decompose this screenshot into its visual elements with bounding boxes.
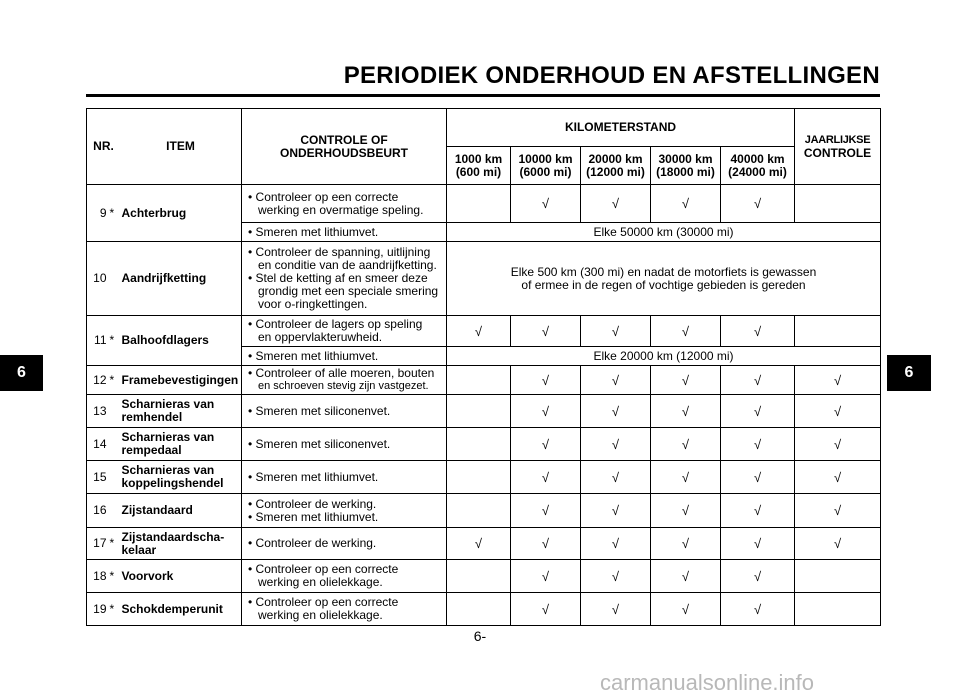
table-row [87, 560, 881, 593]
header-km-col [721, 147, 795, 185]
header-km-col [651, 147, 721, 185]
table-row [87, 366, 881, 395]
table-cell: * [109, 593, 120, 626]
cell-text: kelaar [121, 542, 157, 557]
check-mark: √ [721, 316, 795, 347]
table-cell [795, 593, 881, 626]
page-number: 6- [473, 628, 487, 644]
check-mark: √ [511, 316, 581, 347]
check-mark: √ [651, 428, 721, 461]
table-row [87, 428, 881, 461]
table-cell: * [109, 185, 120, 242]
table-cell [447, 366, 511, 395]
table-cell: 17 [87, 528, 109, 560]
cell-text: Elke 500 km (300 mi) en nadat de motorfiets is gewassen [510, 264, 817, 279]
table-cell [447, 494, 511, 528]
cell-text: • Controleer de spanning, uitlijning [248, 245, 431, 259]
table-cell: Aandrijfketting [120, 242, 242, 316]
header-item: ITEM [166, 139, 195, 153]
cell-text: 1000 km [454, 151, 503, 166]
table-cell [109, 428, 120, 461]
table-cell [242, 242, 447, 316]
table-cell [795, 560, 881, 593]
cell-text: 40000 km [730, 151, 785, 166]
check-mark: √ [581, 528, 651, 560]
title-rule [86, 94, 880, 97]
header-control [242, 109, 447, 185]
table-row [87, 395, 881, 428]
header-km-col [511, 147, 581, 185]
cell-text: Scharnieras van [121, 397, 215, 411]
cell-text: (24000 mi) [728, 164, 787, 179]
check-mark: √ [511, 494, 581, 528]
cell-text: werking en overmatige speling. [258, 202, 424, 217]
table-cell [447, 461, 511, 494]
table-cell: • Controleer de werking. [242, 528, 447, 560]
check-mark: √ [511, 366, 581, 395]
check-mark: √ [511, 560, 581, 593]
table-cell [795, 185, 881, 223]
cell-text: en conditie van de aandrijfketting. [258, 258, 437, 272]
cell-text: • Controleer op een correcte [248, 562, 399, 576]
check-mark: √ [651, 366, 721, 395]
table-cell: Elke 20000 km (12000 mi) [447, 347, 881, 366]
table-cell: 18 [87, 560, 109, 593]
header-km: KILOMETERSTAND [447, 109, 795, 147]
table-cell [109, 395, 120, 428]
header-annual-line1: JAARLIJKSE [804, 133, 871, 146]
table-cell [447, 428, 511, 461]
table-cell: 15 [87, 461, 109, 494]
chapter-tab-left: 6 [0, 355, 43, 391]
cell-text: • Smeren met lithiumvet. [248, 509, 379, 524]
table-cell [447, 560, 511, 593]
check-mark: √ [721, 428, 795, 461]
header-control-line2: ONDERHOUDSBEURT [279, 145, 408, 160]
table-cell [120, 461, 242, 494]
table-cell: * [109, 528, 120, 560]
header-control-line1: CONTROLE OF [300, 132, 388, 147]
table-cell [242, 316, 447, 347]
check-mark: √ [651, 316, 721, 347]
cell-text: • Controleer of alle moeren, bouten [248, 366, 435, 380]
check-mark: √ [511, 428, 581, 461]
cell-text: • Controleer op een correcte [248, 595, 399, 609]
table-cell: 10 [87, 242, 109, 316]
table-cell [447, 593, 511, 626]
check-mark: √ [581, 461, 651, 494]
check-mark: √ [721, 366, 795, 395]
check-mark: √ [721, 185, 795, 223]
check-mark: √ [581, 395, 651, 428]
table-cell: * [109, 560, 120, 593]
table-cell [109, 461, 120, 494]
cell-text: Zijstandaardscha- [121, 529, 225, 544]
table-cell: 16 [87, 494, 109, 528]
table-row [87, 185, 881, 223]
table-cell: Balhoofdlagers [120, 316, 242, 366]
table-cell: Framebevestigingen [120, 366, 242, 395]
check-mark: √ [651, 395, 721, 428]
table-cell: 9 [87, 185, 109, 242]
watermark: carmanualsonline.info [600, 670, 815, 695]
check-mark: √ [721, 461, 795, 494]
check-mark: √ [581, 185, 651, 223]
page-title: PERIODIEK ONDERHOUD EN AFSTELLINGEN [343, 62, 880, 89]
table-cell [795, 316, 881, 347]
check-mark: √ [651, 528, 721, 560]
table-cell: Elke 50000 km (30000 mi) [447, 223, 881, 242]
cell-text: (18000 mi) [656, 164, 715, 179]
table-cell: * [109, 366, 120, 395]
check-mark: √ [721, 494, 795, 528]
cell-text: (12000 mi) [586, 164, 645, 179]
check-mark: √ [511, 528, 581, 560]
check-mark: √ [511, 461, 581, 494]
check-mark: √ [447, 528, 511, 560]
check-mark: √ [581, 560, 651, 593]
cell-text: grondig met een speciale smering [258, 284, 439, 298]
check-mark: √ [581, 494, 651, 528]
table-cell [447, 185, 511, 223]
table-row [87, 316, 881, 347]
table-cell: 13 [87, 395, 109, 428]
table-cell [109, 494, 120, 528]
check-mark: √ [651, 185, 721, 223]
table-cell [242, 560, 447, 593]
table-row [87, 528, 881, 560]
table-cell: • Smeren met lithiumvet. [242, 347, 447, 366]
check-mark: √ [511, 185, 581, 223]
header-annual-line2: CONTROLE [803, 145, 872, 160]
check-mark: √ [651, 560, 721, 593]
table-cell: Achterbrug [120, 185, 242, 242]
header-km-col [581, 147, 651, 185]
table-cell: 14 [87, 428, 109, 461]
cell-text: • Stel de ketting af en smeer deze [248, 271, 428, 285]
check-mark: √ [651, 494, 721, 528]
table-row [87, 461, 881, 494]
table-cell: • Smeren met lithiumvet. [242, 223, 447, 242]
table-row [87, 242, 881, 316]
maintenance-table [86, 108, 881, 626]
table-cell [242, 185, 447, 223]
check-mark: √ [721, 395, 795, 428]
cell-text: 30000 km [658, 151, 713, 166]
table-cell [447, 395, 511, 428]
table-cell [120, 395, 242, 428]
table-cell: • Smeren met lithiumvet. [242, 461, 447, 494]
cell-text: werking en olielekkage. [258, 575, 383, 589]
table-cell [242, 366, 447, 395]
cell-text: • Controleer de werking. [248, 496, 377, 511]
check-mark: √ [795, 494, 881, 528]
table-cell [109, 242, 120, 316]
check-mark: √ [581, 366, 651, 395]
check-mark: √ [651, 593, 721, 626]
table-cell: 11 [87, 316, 109, 366]
check-mark: √ [795, 395, 881, 428]
table-cell: Voorvork [120, 560, 242, 593]
check-mark: √ [721, 528, 795, 560]
check-mark: √ [721, 593, 795, 626]
chapter-tab-right: 6 [887, 355, 931, 391]
table-cell [120, 428, 242, 461]
check-mark: √ [795, 461, 881, 494]
cell-text: • Controleer de lagers op speling [248, 317, 423, 331]
table-cell: 19 [87, 593, 109, 626]
cell-text: en oppervlakteruwheid. [258, 330, 383, 344]
check-mark: √ [651, 461, 721, 494]
table-cell [120, 528, 242, 560]
table-cell [447, 242, 881, 316]
cell-text: remhendel [121, 410, 183, 424]
header-annual [795, 109, 881, 185]
cell-text: 10000 km [518, 151, 573, 166]
check-mark: √ [581, 593, 651, 626]
cell-text: (6000 mi) [519, 164, 572, 179]
table-cell: 12 [87, 366, 109, 395]
check-mark: √ [795, 428, 881, 461]
check-mark: √ [795, 366, 881, 395]
table-cell: Zijstandaard [120, 494, 242, 528]
cell-text: koppelingshendel [121, 476, 224, 490]
check-mark: √ [795, 528, 881, 560]
cell-text: • Controleer op een correcte [248, 189, 399, 204]
table-cell [242, 494, 447, 528]
table-cell [242, 593, 447, 626]
cell-text [87, 140, 241, 153]
cell-text: werking en olielekkage. [258, 608, 383, 622]
check-mark: √ [581, 316, 651, 347]
cell-text: 20000 km [588, 151, 643, 166]
check-mark: √ [511, 395, 581, 428]
header-nr-item [87, 109, 242, 185]
cell-text: voor o-ringkettingen. [258, 297, 368, 311]
table-cell: • Smeren met siliconenvet. [242, 395, 447, 428]
cell-text: en schroeven stevig zijn vastgezet. [258, 380, 429, 392]
cell-text: of ermee in de regen of vochtige gebieden is gereden [521, 277, 806, 292]
check-mark: √ [721, 560, 795, 593]
header-km-col [447, 147, 511, 185]
cell-text: Scharnieras van [121, 430, 215, 444]
table-row [87, 593, 881, 626]
table-cell: • Smeren met siliconenvet. [242, 428, 447, 461]
table-row [87, 494, 881, 528]
check-mark: √ [447, 316, 511, 347]
cell-text: rempedaal [121, 443, 182, 457]
header-nr: NR. [93, 139, 114, 153]
cell-text: Scharnieras van [121, 463, 215, 477]
table-cell: * [109, 316, 120, 366]
table-cell: Schokdemperunit [120, 593, 242, 626]
cell-text: (600 mi) [455, 164, 502, 179]
check-mark: √ [581, 428, 651, 461]
check-mark: √ [511, 593, 581, 626]
